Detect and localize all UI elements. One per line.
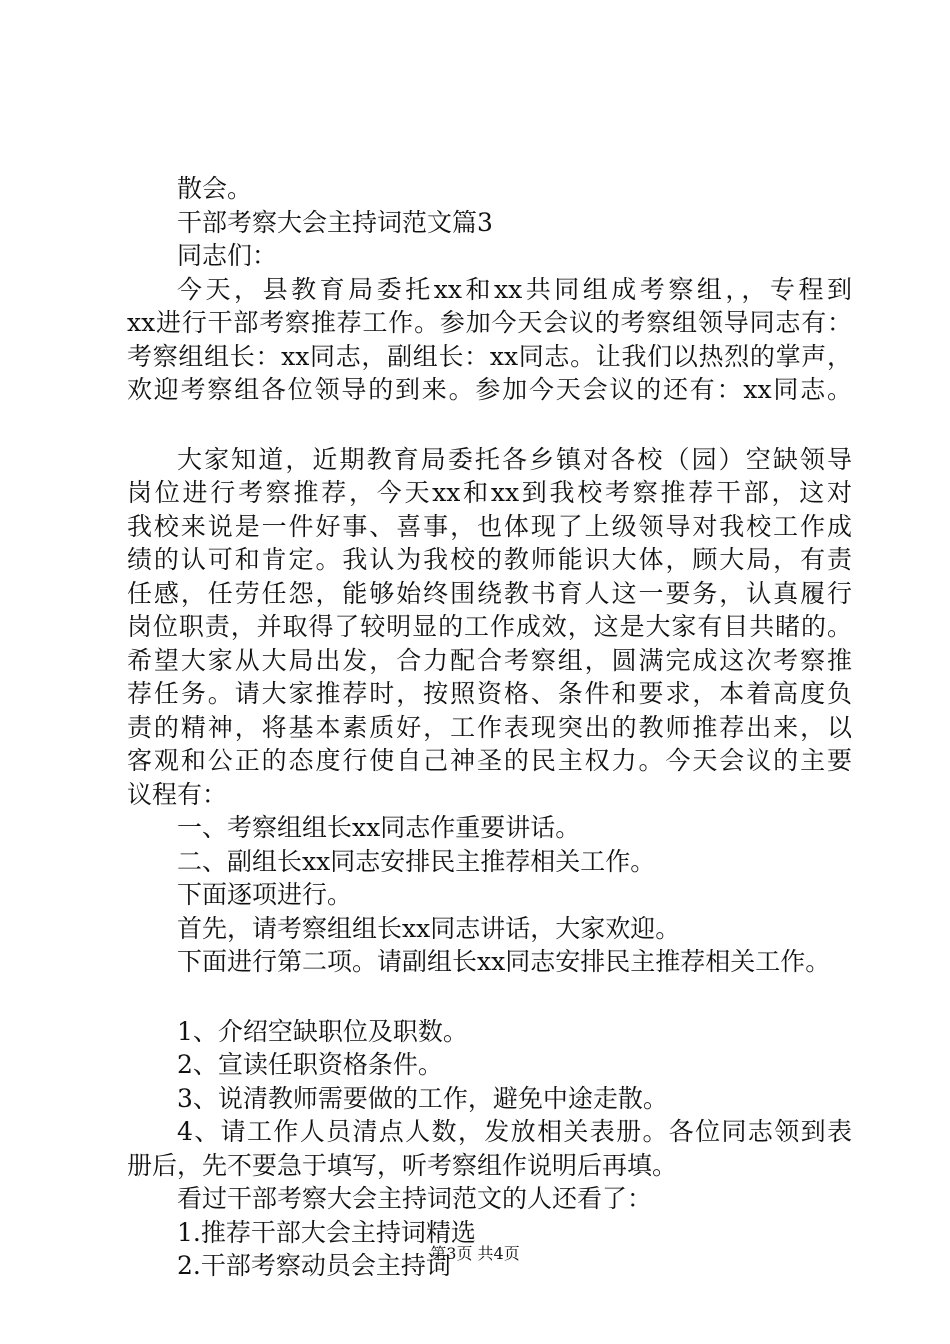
related-item: 2.干部考察动员会主持词 [177,1251,451,1280]
paragraph-line: 我校来说是一件好事、喜事，也体现了上级领导对我校工作成 [127,511,852,541]
paragraph-line: 绩的认可和肯定。我认为我校的教师能识大体，顾大局，有责 [127,545,852,574]
paragraph-line: 岗位进行考察推荐，今天xx和xx到我校考察推荐干部，这对 [127,478,852,507]
step-item: 3、说清教师需要做的工作，避免中途走散。 [177,1083,668,1113]
step-item: 1、介绍空缺职位及职数。 [177,1016,468,1046]
steps-list [127,1015,852,1183]
paragraph-main [127,443,852,812]
agenda-list [127,811,852,979]
section-title: 干部考察大会主持词范文篇3 [177,207,493,237]
paragraph-line: 考察组组长：xx同志，副组长：xx同志。让我们以热烈的掌声， [127,341,852,371]
paragraph-line: 议程有： [127,779,228,809]
paragraph-line: 责的精神，将基本素质好，工作表现突出的教师推荐出来，以 [127,712,852,742]
paragraph-line: 欢迎考察组各位领导的到来。参加今天会议的还有：xx同志。 [127,375,852,404]
paragraph-line: 客观和公正的态度行使自己神圣的民主权力。今天会议的主要 [127,746,852,775]
agenda-item: 首先，请考察组组长xx同志讲话，大家欢迎。 [177,913,681,943]
agenda-item: 二、副组长xx同志安排民主推荐相关工作。 [177,846,656,876]
related-heading: 看过干部考察大会主持词范文的人还看了： [177,1184,653,1213]
step-item: 4、请工作人员清点人数，发放相关表册。各位同志领到表 [177,1117,852,1146]
closing-line: 散会。 [177,174,253,203]
paragraph-gap [127,407,852,443]
step-item: 2、宣读任职资格条件。 [177,1050,443,1079]
paragraph-line: 今天，县教育局委托xx和xx共同组成考察组，，专程到 [177,274,852,304]
step-item: 册后，先不要急于填写，听考察组作说明后再填。 [127,1150,678,1180]
agenda-item: 下面逐项进行。 [177,880,353,909]
paragraph-line: 大家知道，近期教育局委托各乡镇对各校（园）空缺领导 [177,444,852,474]
paragraph-line: 任感，任劳任怨，能够始终围绕教书育人这一要务，认真履行 [127,578,852,608]
paragraph-gap [127,979,852,1015]
related-item: 1.推荐干部大会主持词精选 [177,1217,476,1247]
paragraph-line: xx进行干部考察推荐工作。参加今天会议的考察组领导同志有： [127,308,852,337]
paragraph-line: 荐任务。请大家推荐时，按照资格、条件和要求，本着高度负 [127,679,852,708]
salutation: 同志们： [177,241,278,270]
document-body [127,172,852,1283]
paragraph-line: 希望大家从大局出发，合力配合考察组，圆满完成这次考察推 [127,645,852,675]
agenda-item: 一、考察组组长xx同志作重要讲话。 [177,813,581,842]
paragraph-intro [127,273,852,407]
agenda-item: 下面进行第二项。请副组长xx同志安排民主推荐相关工作。 [177,947,831,976]
page-footer: 第3页 共4页 [430,1244,520,1263]
paragraph-line: 岗位职责，并取得了较明显的工作成效，这是大家有目共睹的。 [127,612,852,641]
